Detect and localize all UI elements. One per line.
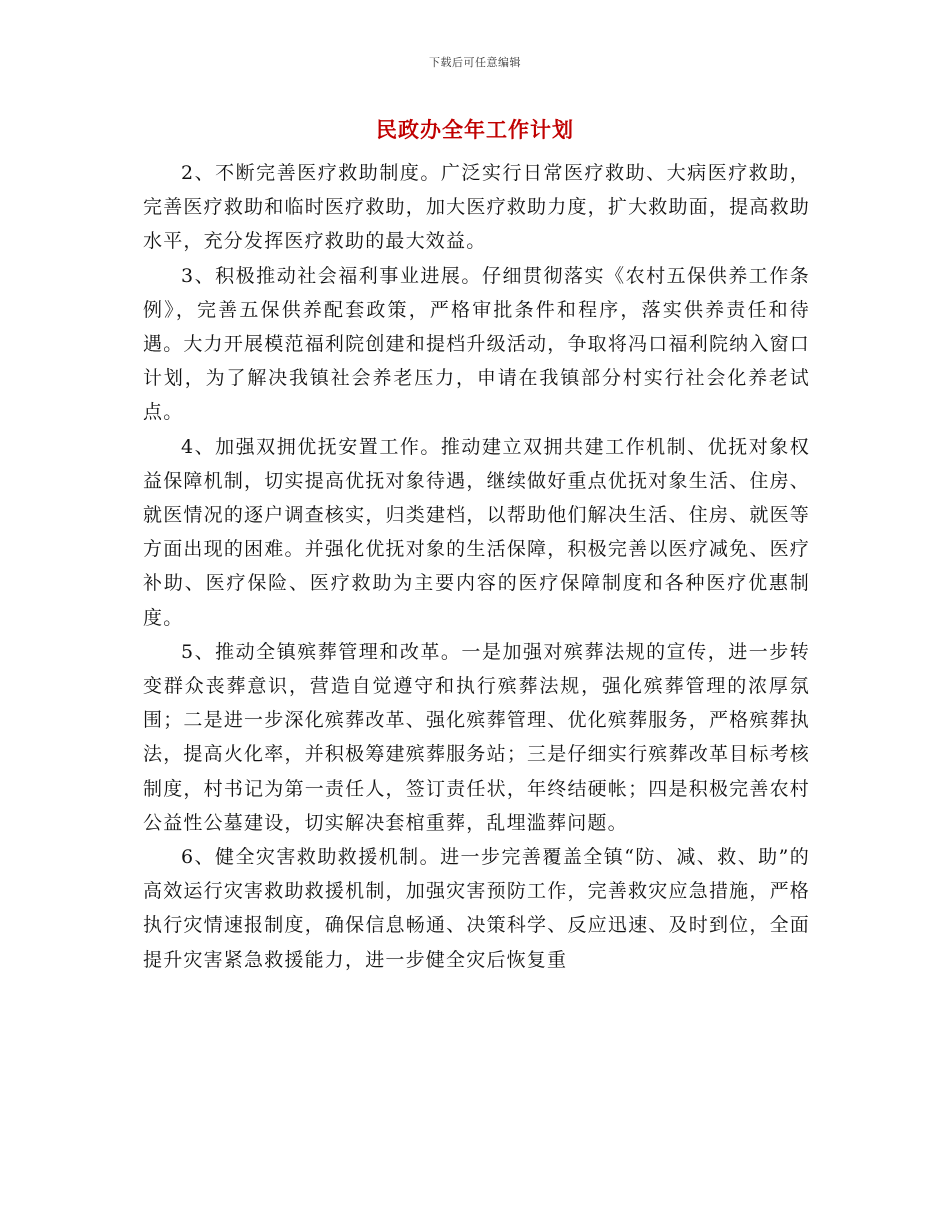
paragraph-disaster-relief: 6、健全灾害救助救援机制。进一步完善覆盖全镇“防、减、救、助”的高效运行灾害救助救援机制，加强灾害预防工作，完善救灾应急措施，严格执行灾情速报制度，确保信息畅通、决策科学、反应迅速、及时到位，全面提升灾害紧急救援能力，进一步健全灾后恢复重 [143,846,810,971]
paragraph-medical-aid: 2、不断完善医疗救助制度。广泛实行日常医疗救助、大病医疗救助，完善医疗救助和临时医疗救助，加大医疗救助力度，扩大救助面，提高救助水平，充分发挥医疗救助的最大效益。 [143,162,810,253]
paragraph-military-support: 4、加强双拥优抚安置工作。推动建立双拥共建工作机制、优抚对象权益保障机制，切实提高优抚对象待遇，继续做好重点优抚对象生活、住房、就医情况的逐户调查核实，归类建档，以帮助他们解决生活、住房、就医等方面出现的困难。并强化优抚对象的生活保障，积极完善以医疗减免、医疗补助、医疗保险、医疗救助为主要内容的医疗保障制度和各种医疗优惠制度。 [143,435,810,629]
paragraph-social-welfare: 3、积极推动社会福利事业进展。仔细贯彻落实《农村五保供养工作条例》，完善五保供养配套政策，严格审批条件和程序，落实供养责任和待遇。大力开展模范福利院创建和提档升级活动，争取将冯口福利院纳入窗口计划，为了解决我镇社会养老压力，申请在我镇部分村实行社会化养老试点。 [143,264,810,424]
document-body [143,156,810,977]
document-title: 民政办全年工作计划 [376,117,574,142]
page-header-note: 下载后可任意编辑 [429,56,521,69]
paragraph-funeral-reform: 5、推动全镇殡葬管理和改革。一是加强对殡葬法规的宣传，进一步转变群众丧葬意识，营造自觉遵守和执行殡葬法规，强化殡葬管理的浓厚氛围；二是进一步深化殡葬改革、强化殡葬管理、优化殡葬服务，严格殡葬执法，提高火化率，并积极筹建殡葬服务站；三是仔细实行殡葬改革目标考核制度，村书记为第一责任人，签订责任状，年终结硬帐；四是积极完善农村公益性公墓建设，切实解决套棺重葬，乱埋滥葬问题。 [143,640,810,834]
